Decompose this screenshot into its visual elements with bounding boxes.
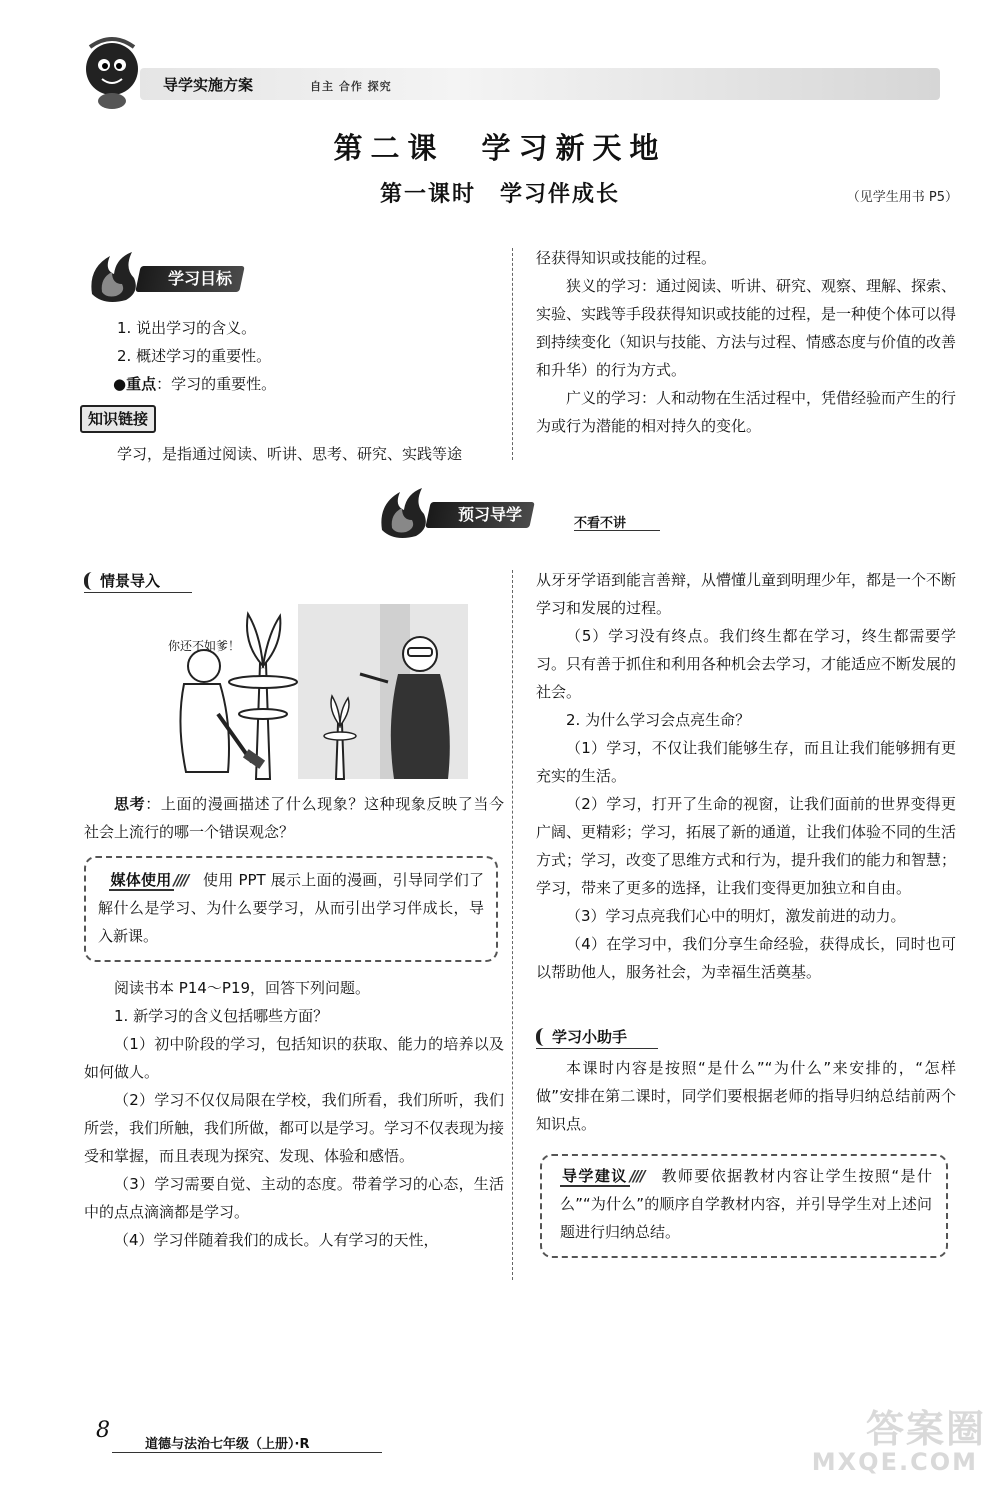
preview-badge: 预习导学: [425, 502, 535, 528]
column-divider-top: [512, 248, 513, 460]
think-label: 思考: [114, 795, 146, 813]
answer-1-1: （1）初中阶段的学习，包括知识的获取、能力的培养以及如何做人。: [84, 1035, 504, 1081]
advice-label: 导学建议: [562, 1167, 628, 1185]
answer-1-2: （2）学习不仅仅局限在学校，我们所看，我们所听，我们所尝，我们所触，我们所做，都可以是学习。学习不仅表现为接受和掌握，而且表现为探究、发现、体验和感悟。: [84, 1091, 505, 1165]
flame-icon: [84, 248, 144, 304]
goal-item-1: 1. 说出学习的含义。: [117, 319, 257, 337]
goals-list: [113, 314, 507, 398]
reading-left: [84, 974, 504, 1254]
preview-subtitle: 不看不讲: [574, 516, 627, 531]
think-paragraph: [84, 790, 504, 846]
goals-badge: 学习目标: [135, 266, 245, 292]
reading-right: [536, 566, 956, 986]
header-bar: [140, 68, 940, 100]
question-2: 2. 为什么学习会点亮生命？: [566, 711, 751, 729]
knowledge-badge: 知识链接: [80, 405, 156, 433]
flame-icon-preview: [374, 484, 434, 540]
answer-2-3: （3）学习点亮我们心中的明灯，激发前进的动力。: [566, 907, 906, 925]
header-tags: 自主 合作 探究: [310, 80, 392, 93]
knowledge-right: [536, 244, 956, 440]
watermark: 答案圈: [865, 1407, 986, 1451]
goal-item-2: 2. 概述学习的重要性。: [117, 347, 272, 365]
media-slash-icon: ////: [173, 871, 188, 889]
think-text: ：上面的漫画描述了什么现象？这种现象反映了当今社会上流行的哪一个错误观念？: [84, 795, 504, 841]
answer-2-4: （4）在学习中，我们分享生命经验，获得成长，同时也可以帮助他人，服务社会，为幸福生活奠基。: [536, 935, 956, 981]
question-1: 1. 新学习的含义包括哪些方面？: [114, 1007, 329, 1025]
answer-1-4: （4）学习伴随着我们的成长。人有学习的天性，: [114, 1231, 439, 1249]
goal-key: [113, 370, 507, 398]
answer-2-2: （2）学习，打开了生命的视窗，让我们面前的世界变得更广阔、更精彩；学习，拓展了新的通道，让我们体验不同的生活方式；学习，改变了思维方式和行为，提升我们的能力和智慧；学习，带来了更多的选择，让我们变得更加独立和自由。: [536, 795, 957, 897]
helper-label: 学习小助手: [536, 1026, 658, 1049]
student-book-ref: （见学生用书 P5）: [846, 190, 958, 205]
answer-1-4-cont: 从牙牙学语到能言善辩，从懵懂儿童到明理少年，都是一个不断学习和发展的过程。: [536, 571, 957, 617]
goal-key-text: ：学习的重要性。: [156, 375, 277, 393]
column-divider-bottom: [512, 570, 513, 1280]
media-text: 使用 PPT 展示上面的漫画，引导同学们了解什么是学习、为什么要学习，从而引出学习伴成长，导入新课。: [98, 871, 484, 945]
advice-text-block: [560, 1162, 932, 1246]
answer-1-5: （5）学习没有终点。我们终生都在学习，终生都需要学习。只有善于抓住和利用各种机会去学习，才能适应不断发展的社会。: [536, 627, 957, 701]
media-text-block: [98, 866, 484, 950]
knowledge-line2: 径获得知识或技能的过程。: [536, 249, 717, 267]
knowledge-broad: 广义的学习：人和动物在生活过程中，凭借经验而产生的行为或行为潜能的相对持久的变化。: [536, 389, 957, 435]
knowledge-line1: 学习，是指通过阅读、听讲、思考、研究、实践等途: [117, 445, 463, 463]
period-title: 第一课时 学习伴成长: [379, 182, 620, 207]
answer-1-3: （3）学习需要自觉、主动的态度。带着学习的心态，生活中的点点滴滴都是学习。: [84, 1175, 504, 1221]
speech-bubble: 你还不如爹！: [168, 639, 241, 653]
advice-text: 教师要依据教材内容让学生按照“是什么”“为什么”的顺序自学教材内容，并引导学生对上述问题进行归纳总结。: [560, 1167, 932, 1241]
header-title: 导学实施方案: [163, 76, 254, 94]
goal-key-label: ●重点: [113, 375, 157, 393]
footer-rule: [112, 1452, 382, 1453]
answer-2-1: （1）学习，不仅让我们能够生存，而且让我们能够拥有更充实的生活。: [536, 739, 956, 785]
page-number: 8: [96, 1418, 110, 1443]
helper-text: 本课时内容是按照“是什么”“为什么”来安排的，“怎样做”安排在第二课时，同学们要根据老师的指导归纳总结前两个知识点。: [536, 1059, 956, 1133]
preview-underline: [574, 530, 660, 531]
watermark-url: MXQE.COM: [811, 1448, 978, 1476]
media-label: 媒体使用: [110, 871, 172, 889]
comic-illustration: [148, 604, 488, 784]
lesson-title: 第二课 学习新天地: [333, 131, 667, 165]
scene-label: 情景导入: [84, 570, 192, 593]
advice-slash-icon: ////: [629, 1167, 644, 1185]
footer-book: 道德与法治七年级（上册）·R: [145, 1437, 310, 1452]
knowledge-narrow: 狭义的学习：通过阅读、听讲、研究、观察、理解、探索、实验、实践等手段获得知识或技能的过程，是一种使个体可以得到持续变化（知识与技能、方法与过程、情感态度与价值的改善和升华）的行为方式。: [536, 277, 957, 379]
reading-intro: 阅读书本 P14～P19，回答下列问题。: [114, 979, 371, 997]
